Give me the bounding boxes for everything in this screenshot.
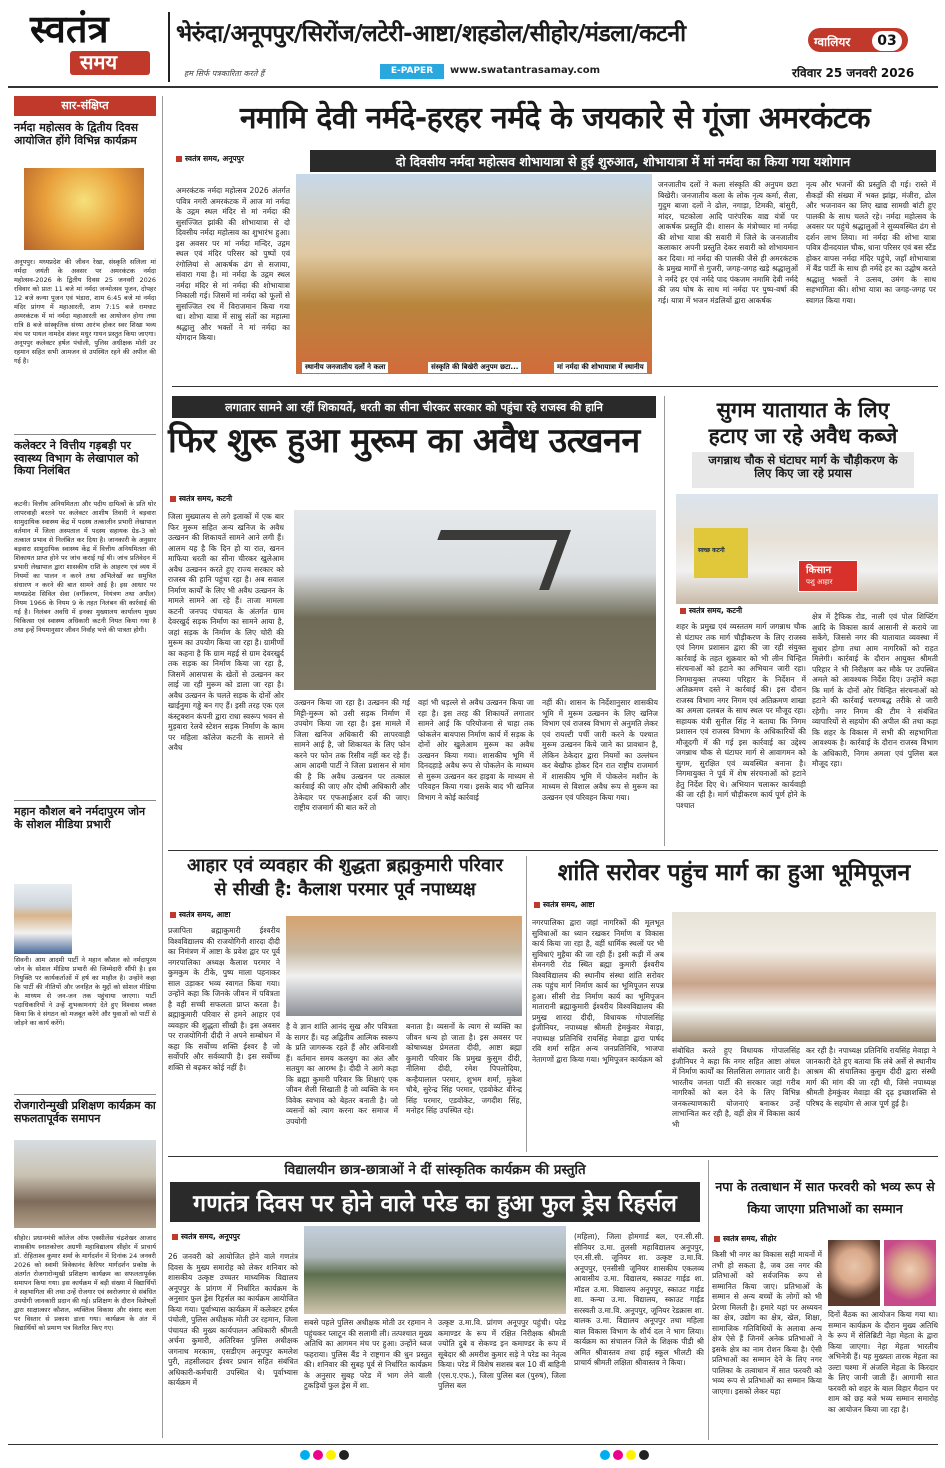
issue-date: रविवार 25 जनवरी 2026 — [792, 66, 915, 80]
footer-rule — [8, 1444, 938, 1445]
magenta-mark-icon — [313, 1450, 323, 1460]
sidebar-story-2-title: कलेक्टर ने वित्तीय गड़बड़ी पर स्वास्थ्य विभाग के लेखापाल को किया निलंबित — [14, 439, 139, 478]
black-mark-icon — [339, 1450, 349, 1460]
sidebar-divider-1 — [14, 434, 156, 435]
sidebar-divider-2 — [14, 800, 156, 801]
brahma-byline: स्वतंत्र समय, आष्टा — [170, 910, 230, 920]
shanti-col-2: संबोधित करते हुए विधायक गोपालसिंह इंजीनियर ने कहा कि नगर सहित आष्टा अंचल में निर्माण कार्यों का सिलसिला लगातार जारी है। भारतीय जनता पार्टी की सरकार जहां गरीब नागरिकों को बल देने के लिए विभिन्न जनकल्याणकारी योजनाएं बनाकर उन्हें लाभान्वित कर रही है, वहीं क्षेत्र में विकास कार्य भी — [672, 1046, 800, 1129]
sidebar-story-4-body: सीहोर। प्रधानमंत्री कॉलेज ऑफ एक्सीलेंस चंद्रशेखर आजाद शासकीय स्नातकोत्तर अग्रणी महाविद्यालय सीहोर में प्राचार्य डॉ. रोहिताश्व कुमार शर्मा के मार्गदर्शन में दिनांक 24 जनवरी 2026 को स्वामी विवेकानंद कैरियर मार्गदर्शन प्रकोष्ठ के अंतर्गत रोजगारोन्मुखी प्रशिक्षण कार्यक्रम का सफलतापूर्वक समापन किया गया। इस कार्यक्रम में बड़ी संख्या में विद्यार्थियों ने सहभागिता की तथा उन्हें रोजगार एवं स्वरोजगार से संबंधित उपयोगी जानकारी प्रदान की गई। प्रशिक्षण के दौरान विशेषज्ञों द्वारा साक्षात्कार कौशल, व्यक्तित्व विकास और संवाद कला पर विस्तार से प्रकाश डाला गया। कार्यक्रम के अंत में विद्यार्थियों को प्रमाण पत्र वितरित किए गए। — [14, 1234, 156, 1332]
mining-byline: स्वतंत्र समय, कटनी — [170, 494, 232, 504]
magenta-mark-icon — [613, 1450, 623, 1460]
mahan-kaushal-photo — [14, 884, 72, 954]
logo-top: स्वतंत्र — [30, 6, 109, 51]
brahma-col-2: है वे ज्ञान शांति आनंद सुख और पवित्रता के सागर हैं। यह अद्वितीय आत्मिक स्वरूप के प्रति जागरूक रहते हैं और अविनाशी हैं। वर्तमान समय कलयुग का अंत और सतयुग का आरम्भ है। दीदी ने आगे कहा कि ब्रह्मा कुमारी परिवार कि शिक्षाएं एक जीवन शैली सिखाती है जो व्यक्ति के मन विवेक स्वभाव को बेहतर बनाती है। जो व्यसनों को त्याग करना कर समाज में उपयोगी — [286, 1022, 398, 1126]
shop-sign-label: किसान — [806, 565, 832, 576]
procession-photo — [296, 174, 652, 374]
byline-marker-icon — [172, 1234, 178, 1240]
brahma-divider — [526, 856, 527, 1152]
pratibha-byline: स्वतंत्र समय, सीहोर — [714, 1234, 776, 1244]
sidebar-story-1-body: अनूपपुर। मध्यप्रदेश की जीवन रेखा, संस्कृति सलिला मां नर्मदा जयंती के अवसर पर अमरकंटक नर्मदा महोत्सव-2026 के द्वितीय दिवस 25 जनवरी 2026 रविवार को प्रातः 11 बजे मां नर्मदा जन्मोत्सव पूजन, दोपहर 12 बजे कन्या पूजन एवं भंडारा, शाम 6:45 बजे मां नर्मदा मंदिर प्रांगण में महाआरती, शाम 7:15 बजे रामघाट अमरकंटक में मां नर्मदा महाआरती का आयोजन होगा तथा रात्रि 8 बजे सांस्कृतिक संध्या आरंभ होकर स्वर शिखा भव्य मंच पर पायल नामदेव शंकर मधुर गायन प्रस्तुत किया जाएगा। अनूपपुर कलेक्टर हर्षल पंचोली, पुलिस अधीक्षक मोती उर रहमान सहित सभी आमजन से उपस्थित रहने की अपील की गई है। — [14, 258, 156, 365]
cyan-mark-icon — [600, 1450, 610, 1460]
byline-marker-icon — [714, 1236, 720, 1242]
shanti-byline: स्वतंत्र समय, आष्टा — [534, 900, 594, 910]
parade-headline: गणतंत्र दिवस पर होने वाले परेड का हुआ फुल ड्रेस रिहर्सल — [170, 1182, 700, 1222]
shop-sign-sublabel: पशु आहार — [806, 578, 833, 586]
mining-headline: फिर शुरू हुआ मुरूम का अवैध उत्खनन — [168, 421, 640, 461]
mining-col-1: जिला मुख्यालय से लगे इलाकों में एक बार फिर मुरूम सहित अन्य खनिज के अवैध उत्खनन की शिकायतें सामने आने लगी हैं। आलम यह है कि दिन हो या रात, खनन माफिया धरती का सीना चीरकर खुलेआम अवैध उत्खनन करते हुए राज्य सरकार को राजस्व की हानि पहुंचा रहा है। अब सवाल निर्माण कार्यों के लिए भी अवैध उत्खनन के मामले सामने आ रहे हैं। ताजा मामला कटनी जनपद पंचायत के अंतर्गत ग्राम देवरखुर्द सड़क निर्माण का सामने आया है, जहां सड़क के निर्माण के लिए चोरी की मुरूम का उपयोग किया जा रहा है। ग्रामीणों का कहना है कि ग्राम महई से ग्राम देवरखुर्द तक सड़क का निर्माण किया जा रहा है, जिसमें आसपास के खेतों से उत्खनन कर लाई जा रही मुरूम को डाला जा रहा है। अवैध उत्खनन के चलते सड़क के दोनों ओर खाईनुमा गड्ढे बन गए हैं। इसी तरह एक एल कंस्ट्रक्शन कंपनी द्वारा राधा स्वरूप भवन से मुड़वारा रेलवे स्टेशन सड़क निर्माण के काम पर महिला कॉलेज कटनी के सामने से अवैध — [168, 512, 284, 752]
sidebar-story-4-title: रोजगारोन्मुखी प्रशिक्षण कार्यक्रम का सफलतापूर्वक समापन — [14, 1099, 156, 1125]
logo-bottom-text: समय — [80, 50, 118, 74]
sidebar-divider-3 — [14, 1094, 156, 1095]
sidebar-story-2-body: कटनी। वित्तीय अनियमितता और पदीय दायित्वों के प्रति घोर लापरवाही बरतने पर कलेक्टर आशीष तिवारी ने बड़वारा सामुदायिक स्वास्थ्य केंद्र में पदस्थ तत्कालीन प्रभारी लेखापाल वर्तमान में जिला अस्पताल में पदस्थ सहायक ग्रेड-3 को तत्काल प्रभाव से निलंबित कर दिया है। जानकारी के अनुसार बड़वारा सामुदायिक स्वास्थ्य केंद्र में वित्तीय अनियमितता की शिकायत प्राप्त होने पर जांच कराई गई थी। जांच प्रतिवेदन में प्रभारी लेखापाल द्वारा शासकीय राशि के आहरण एवं व्यय में नियमों का पालन न करने तथा अभिलेखों का समुचित संधारण न करने की बात सामने आई है। इस आधार पर मध्यप्रदेश सिविल सेवा (वर्गीकरण, नियंत्रण तथा अपील) नियम 1966 के नियम 9 के तहत निलंबन की कार्रवाई की गई है। निलंबन अवधि में इनका मुख्यालय कार्यालय मुख्य चिकित्सा एवं स्वास्थ्य अधिकारी कटनी नियत किया गया है तथा इन्हें नियमानुसार जीवन निर्वाह भत्ते की पात्रता होगी। — [14, 500, 156, 634]
goddess-narmada-photo — [24, 168, 144, 250]
sidebar-border — [162, 96, 163, 1438]
felicitation-photo — [286, 916, 522, 1016]
epaper-badge: E-PAPER — [380, 64, 444, 79]
encroach-headline-2: हटाए जा रहे अवैध कब्जे — [708, 424, 898, 448]
byline-marker-icon — [170, 912, 176, 918]
bhoomipujan-photo — [672, 912, 936, 1042]
parade-kicker: विद्यालयीन छात्र-छात्राओं ने दीं सांस्कृतिक कार्यक्रम की प्रस्तुति — [284, 1162, 586, 1178]
neha-mehta-photo-1 — [828, 1240, 880, 1306]
shanti-col-1: नगरपालिका द्वारा जहां नागरिकों की मूलभूत सुविधाओं का ध्यान रखकर निर्माण व विकास कार्य किया जा रहा है, वहीं धार्मिक स्थलों पर भी सुविधाएं मुहैया की जा रही हैं। इसी कड़ी में अब सेमनगरी रोड स्थित ब्रह्मा कुमारी ईश्वरीय विश्वविद्यालय की स्थानीय संस्था शांति सरोवर तक पहुंच मार्ग निर्माण कार्य का भूमिपूजन सपन्न हुआ। सीसी रोड निर्माण कार्य का भूमिपूजन मातारानी ब्रह्माकुमारी ईश्वरीय विश्वविद्यालय की प्रमुख शारदा दीदी, विधायक गोपालसिंह इंजीनियर, नपाध्यक्ष श्रीमती हेमकुंवर मेवाड़ा, नपाध्यक्ष प्रतिनिधि रायसिंह मेवाड़ा द्वारा पार्षद रवि शर्मा सहित अन्य जनप्रतिनिधि, भाजपा नेतागणों द्वारा किया गया। भूमिपूजन कार्यक्रम को — [532, 918, 664, 1064]
masthead-rule — [8, 86, 938, 88]
lead-caption-2: संस्कृति की बिखेरी अनुपम छटा... — [428, 362, 521, 373]
municipal-vehicle-label: स्वच्छ कटनी — [698, 547, 725, 554]
yellow-mark-icon — [626, 1450, 636, 1460]
brahma-col-1: प्रजापिता ब्रह्माकुमारी ईश्वरीय विश्वविद्यालय की राजयोगिनी शारदा दीदी का निमंत्रण में आष्टा के प्रवेश द्वार पर पूर्व नगरपालिका अध्यक्ष कैलाश परमार ने कुमकुम के टीके, पुष्प माला पहनाकर साल उड़ाकर भव्य स्वागत किया गया। उन्होंने कहा कि जिनके जीवन में पवित्रता है वही सच्ची सफलता प्राप्त करता है। ब्रह्माकुमारी परिवार से हमने आहार एवं व्यवहार की शुद्धता सीखी है। इस अवसर पर राजयोगिनी दीदी ने अपने सम्बोधन में कहा कि सर्वोच्च शक्ति ईश्वर है जो सर्वोपरि और सर्वव्यापी है। इस सर्वोच्च शक्ति से बढ़कर कोई नहीं है। — [168, 926, 280, 1072]
encroach-byline: स्वतंत्र समय, कटनी — [680, 606, 742, 616]
encroach-subhead: जगन्नाथ चौक से घंटाघर मार्ग के चौड़ीकरण के लिए किए जा रहे प्रयास — [708, 453, 898, 481]
yellow-mark-icon — [326, 1450, 336, 1460]
brahma-headline-1: आहार एवं व्यवहार की शुद्धता ब्रह्मकुमारी परिवार — [186, 855, 503, 876]
brahma-headline-2: से सीखी है: कैलाश परमार पूर्व नपाध्यक्ष — [214, 879, 476, 900]
parade-divider — [708, 1160, 709, 1440]
parade-byline: स्वतंत्र समय, अनूपपुर — [172, 1232, 240, 1242]
byline-marker-icon — [534, 902, 540, 908]
site-url[interactable]: www.swatantrasamay.com — [450, 65, 601, 76]
excavator-arm-icon — [419, 530, 571, 590]
parade-photo — [304, 1226, 566, 1314]
lead-col-2: जनजातीय दलों ने कला संस्कृति की अनुपम छटा बिखेरी। जनजातीय कला के लोक नृत्य कर्मा, सैला, गुदुम बाजा दलों ने ढोल, नगाड़ा, टिमकी, बांसुरी, मांदर, चटकोला आदि पारंपरिक वाद्य यंत्रों पर आकर्षक प्रस्तुति दी। शासन के मंत्रोच्चार मां नर्मदा की शोभा यात्रा की सवारी में जिले के जनजातीय कलाकार अपनी प्रस्तुति देकर सवारी को शोभायमान कर दिया। मां नर्मदा की पालकी जैसे ही अमरकंटक के प्रमुख मार्गों से गुजरी, जगह-जगह खड़े श्रद्धालुओं ने नर्मदे हर एवं नर्मदे पाद पंकजम नमामि देवी नर्मदे की जय घोष के साथ मां नर्मदा पर पुष्प-वर्षा की गई। यात्रा में भजन मंडलियों द्वारा आकर्षक — [658, 180, 798, 305]
lead-headline: नमामि देवी नर्मदे-हरहर नर्मदे के जयकारे से गूंजा अमरकंटक — [239, 101, 871, 136]
encroach-col-2: क्षेत्र में ट्रैफिक रोड, नाली एवं पोल शिफ्टिंग आदि के विकास कार्य आसानी से कराये जा सकेंगे, जिससे नगर की यातायात व्यवस्था में सुधार होगा तथा आम नागरिकों को राहत मिलेगी। कार्रवाई के दौरान आयुक्त श्रीमती परिहार ने भी निरीक्षण कर मौके पर उपस्थित अमले को आवश्यक निर्देश दिए। उन्होंने कहा कि मार्ग के दोनों ओर चिन्हित संरचनाओं को हटाने की कार्रवाई चरणबद्ध तरीके से जारी रहेगी। नगर निगम की टीम ने संबंधित व्यापारियों से सहयोग की अपील की तथा कहा कि शहर के विकास में सभी की सहभागिता आवश्यक है। कार्रवाई के दौरान राजस्व विभाग के अधिकारी, निगम अमला एवं पुलिस बल मौजूद रहा। — [812, 612, 938, 768]
mining-col-4: नहीं की। शासन के निर्देशानुसार शासकीय भूमि में मुरूम उत्खनन के लिए खनिज विभाग एवं राजस्व विभाग से अनुमति लेकर एवं रायल्टी पर्ची जारी करने के पश्चात मुरूम उत्खनन किये जाने का प्रावधान है, लेकिन ठेकेदार द्वारा नियमों का उल्लंघन कर बेखौफ होकर दिन रात राष्ट्रीय राजमार्ग में शासकीय भूमि में पोकलेन मशीन के माध्यम से विशाल अवैध रूप से मुरूम का उत्खनन एवं परिवहन किया गया। — [542, 698, 658, 802]
page-number: 03 — [872, 31, 902, 51]
registration-marks — [300, 1450, 349, 1460]
lead-rule — [172, 386, 938, 387]
neha-mehta-photo-2 — [884, 1240, 936, 1306]
training-program-photo — [14, 1140, 156, 1228]
sidebar-story-1-title: नर्मदा महोत्सव के द्वितीय दिवस आयोजित होंगे विभिन्न कार्यक्रम — [14, 121, 139, 147]
mining-column-divider — [664, 396, 665, 846]
cyan-mark-icon — [300, 1450, 310, 1460]
parade-col-2: सबसे पहले पुलिस अधीक्षक मोती उर रहमान ने पहुंचकर प्लाटून की सलामी ली। तत्पश्चात मुख्य अतिथि का आगमन मंच पर हुआ। उन्होंने ध्वज फहराया। पुलिस बैंड ने राष्ट्रगान की धुन प्रस्तुत की। शनिवार की सुबह पूर्व से निर्धारित कार्यक्रम के अनुसार सुबह परेड में भाग लेने वाली टुकड़ियों फुल ड्रेस में शा. — [304, 1318, 432, 1390]
encroach-headline-1: सुगम यातायात के लिए — [716, 398, 890, 422]
masthead — [8, 6, 938, 86]
masthead-divider — [168, 12, 170, 82]
shanti-col-3: कर रही है। नपाध्यक्ष प्रतिनिधि रायसिंह मेवाड़ा ने जानकारी देते हुए बताया कि लंबे अर्से से स्थानीय आश्रम की संचालिका कुसुम दीदी द्वारा संस्थी मार्ग की मांग की जा रही थी, जिसे नपाध्यक्ष श्रीमती हेमकुंवर मेवाड़ा की दृढ़ इच्छाशक्ति से परिषद के सहयोग से आज पूर्ण हुई है। — [806, 1046, 936, 1108]
mining-kicker: लगातार सामने आ रहीं शिकायतें, धरती का सीना चीरकर सरकार को पहुंचा रहे राजस्व की हानि — [172, 396, 656, 418]
byline-marker-icon — [680, 608, 686, 614]
lead-caption-3: मां नर्मदा की शोभायात्रा में स्थानीय — [554, 362, 647, 373]
sidebar-header-title: सार-संक्षिप्त — [61, 99, 109, 112]
tagline: हम सिर्फ पत्रकारिता करते हैं — [184, 69, 265, 78]
brahma-col-3: बनाता है। व्यसनों के त्याग से व्यक्ति का जीवन धन्य हो जाता है। इस अवसर पर कोषाध्यक्ष प्रेमलता दीदी, आष्टा ब्रह्मा कुमारी परिवार कि प्रमुख कुसुम दीदी, नीलिमा दीदी, रमेश पिपलोदिया, कन्हैयालाल परमार, शुभम शर्मा, मुकेश चौबे, सुरेन्द्र सिंह परमार, एडवोकेट वीरेन्द्र सिंह परमार, एडवोकेट, जगदीश सिंह, मनोहर सिंह उपस्थित रहे। — [406, 1022, 522, 1115]
registration-marks-right — [600, 1450, 649, 1460]
lead-byline: स्वतंत्र समय, अनूपपुर — [176, 154, 244, 164]
parade-col-1: 26 जनवरी को आयोजित होने वाले गणतंत्र दिवस के मुख्य समारोह को लेकर शनिवार को शासकीय उत्कृष्ट उच्चतर माध्यमिक विद्यालय अनूपपुर के प्रांगण में निर्धारित कार्यक्रम के अनुसार फुल ड्रेस रिहर्सल का कार्यक्रम आयोजित किया गया। पूर्वाभ्यास कार्यक्रम में कलेक्टर हर्षल पंचोली, पुलिस अधीक्षक मोती उर रहमान, जिला पंचायत की मुख्य कार्यपालन अधिकारी श्रीमती अर्चना कुमारी, अतिरिक्त पुलिस अधीक्षक जगनाथ मरकाम, एसडीएम अनूपपुर कमलेश पुरी, तहसीलदार ईश्वर प्रधान सहित संबंधित अधिकारी-कर्मचारी उपस्थित थे। पूर्वाभ्यास कार्यक्रम में — [168, 1252, 298, 1387]
pratibha-headline: नपा के तत्वाधान में सात फरवरी को भव्य रूप से किया जाएगा प्रतिभाओं का सम्मान — [715, 1179, 935, 1216]
lead-subhead: दो दिवसीय नर्मदा महोत्सव शोभायात्रा से हुई शुरुआत, शोभायात्रा में मां नर्मदा का किया गया यशोगान — [310, 150, 936, 172]
parade-col-4: (महिला), जिला होमगार्ड बल, एन.सी.सी. सीनियर उ.मा. तुलसी महाविद्यालय अनूपपुर, एन.सी.सी. जूनियर शा. उत्कृष्ट उ.मा.वि. अनूपपुर, एनसीसी जूनियर शासकीय एकलव्य आवासीय उ.मा. विद्यालय, स्काउट गाईड शा. मॉडल उ.मा. विद्यालय अनूपपुर, स्काउट गाईड शा. कन्या उ.मा. विद्यालय, स्काउट गाईड सरस्वती उ.मा.वि. अनूपपुर, जूनियर रेडक्रास शा. बालक उ.मा. विद्यालय अनूपपुर तथा महिला बाल विकास विभाग के शौर्य दल ने भाग लिया। कार्यक्रम का संचालन जिले के शिक्षक पीडी श्री अमित श्रीवास्तव तथा हाई स्कूल भीलटी की प्राचार्य श्रीमती लक्षिता श्रीवास्तव ने किया। — [574, 1232, 704, 1367]
pratibha-col-2: दिनों बैठक का आयोजन किया गया था। सम्मान कार्यक्रम के दौरान मुख्य अतिथि के रूप में सेलिब्रिटी नेहा मेहता के द्वारा किया जाएगा। नेहा मेहता भारतीय अभिनेत्री हैं। यह मुख्यतः तारक मेहता का उल्टा चश्मा में अंजलि मेहता के किरदार के लिए जानी जाती हैं। आगामी सात फरवरी को शहर के बाल विहार मैदान पर शाम को छह बजे भव्य सम्मान समारोह का आयोजन किया जा रहा है। — [828, 1310, 938, 1414]
shanti-headline: शांति सरोवर पहुंच मार्ग का हुआ भूमिपूजन — [557, 860, 911, 886]
encroach-col-1: शहर के प्रमुख एवं व्यस्ततम मार्ग जगन्नाथ चौक से घंटाघर तक मार्ग चौड़ीकरण के लिए राजस्व एवं निगम प्रशासन द्वारा की जा रही संयुक्त कार्रवाई के तहत शुक्रवार को भी लीन चिन्हित संरचनाओं को हटाने का अभियान जारी रहा। निगमायुक्त तपस्या परिहार के निर्देशन में अतिक्रमण दस्ते ने कार्रवाई की। इस दौरान राजस्व विभाग नगर निगम एवं अतिक्रमण शाखा का अमला दलबल के साथ स्थल पर मौजूद रहा। सहायक यंत्री सुनील सिंह ने बताया कि निगम प्रशासन एवं राजस्व विभाग के अधिकारियों की मौजूदगी में की गई इस कार्रवाई का उद्देश्य जगन्नाथ चौक से घंटाघर मार्ग से आवागमन को सुगम, सुरक्षित एवं व्यवस्थित बनाना है। निगमायुक्त ने पूर्व में शेष संरचनाओं को हटाने हेतु निर्देश दिए थे। अभियान चलाकर कार्यवाही की जा रही है। मार्ग चौड़ीकरण कार्य पूर्ण होने के पश्चात — [676, 622, 806, 810]
black-mark-icon — [639, 1450, 649, 1460]
city-badge-label: ग्वालियर — [814, 35, 851, 49]
pratibha-col-1: किसी भी नगर का विकास सही मायनों में तभी हो सकता है, जब उस नगर की प्रतिभाओं को सर्वजनिक रूप से सम्मानित किया जाए। प्रतिभाओं के सम्मान से अन्य बच्चों के लोगों को भी प्रेरणा मिलती है। हमारे यहां पर अध्ययन का क्षेत्र, उद्योग का क्षेत्र, खेल, शिक्षा, सामाजिक गतिविधियों के अलावा अन्य क्षेत्र ऐसे हैं जिनमें अनेक प्रतिभाओं ने इसके क्षेत्र का नाम रोशन किया है। ऐसी प्रतिभाओं का सम्मान देने के लिए नगर पालिका के तत्वाधान में सात फरवरी को भव्य रूप से प्रतिभाओं का सम्मान किया जाएगा। इसको लेकर यहा — [712, 1250, 822, 1396]
mining-col-2: उत्खनन किया जा रहा है। उत्खनन की गई मिट्टी-मुरूम को उसी सड़क निर्माण में उपयोग किया जा रहा है। इस मामले में जिला खनिज अधिकारी की लापरवाही सामने आई है, जो शिकायत के लिए फोन करने पर फोन तक रिसीव नहीं कर रहे हैं। आम आदमी पार्टी ने जिला प्रशासन से मांग की है कि अवैध उत्खनन पर तत्काल कार्रवाई की जाए और दोषी अधिकारी और ठेकेदार पर एफआईआर दर्ज की जाए। राष्ट्रीय राजमार्ग की बात करें तो — [294, 698, 410, 812]
mining-col-3: वहां भी धड़ल्ले से अवैध उत्खनन किया जा रहा है। इस तरह की शिकायतें लगातार सामने आई कि परियोजना से चाहा तक फोकलेन बायपास निर्माण कार्य में सड़क के दोनों ओर खुलेआम मुरूम का अवैध उत्खनन किया गया। शासकीय भूमि में दिनदहाड़े अवैध रूप से पोकलेन के माध्यम से मुरूम उत्खनन कर हाइवा के माध्यम से परिवहन किया गया। इसके बाद भी खनिज विभाग ने कोई कार्रवाई — [418, 698, 534, 802]
mid-rule — [168, 850, 938, 851]
parade-col-3: उत्कृष्ट उ.मा.वि. प्रांगण अनूपपुर पहुंची। परेड कमाण्डर के रूप में रक्षित निरीक्षक श्रीमती ज्योति दुबे व सेकण्ड इन कमाण्डर के रूप में सूबेदार श्री अमरीश कुमार सड़े ने परेड का नेतृत्व किया। परेड में विशेष सशस्त्र बल 10 वीं बाहिनी (एस.ए.एफ.), जिला पुलिस बल (पुरुष), जिला पुलिस बल — [438, 1318, 566, 1390]
lower-rule — [168, 1156, 938, 1157]
masthead-cities: भेरुंदा/अनूपपुर/सिरोंज/लटेरी-आष्टा/शहडोल/सीहोर/मंडला/कटनी — [176, 21, 686, 47]
lead-col-3: नृत्य और भजनों की प्रस्तुति दी गई। रास्ते में सैकड़ों की संख्या में भक्त झांझ, मंजीरा, ढोल और भजनावन का लिए खाद्य सामग्री बांटी हुए पालकी के साथ चलते रहे। नर्मदा महोत्सव के अवसर पर पहुंचे श्रद्धालुओं ने सुव्यवस्थित ढंग से दर्शन लाभ लिया। मां नर्मदा की शोभा यात्रा पवित्र दीनदयाल चौक, धाना परिसर एवं बस स्टैंड होकर वापस नर्मदा मंदिर पहुंचे, जहाँ शोभायात्रा में बैंड पार्टी के साथ ही नर्मदे हर का उद्घोष करते श्रद्धालु भक्तों ने उत्सव, उमंग के साथ सहभागिता की। शोभा यात्रा का जगह-जगह पर स्वागत किया गया। — [806, 180, 936, 305]
sidebar-story-3-title: महान कौशल बने नर्मदापुरम जोन के सोशल मीडिया प्रभारी — [14, 805, 146, 831]
lead-col-1: अमरकंटक नर्मदा महोत्सव 2026 अंतर्गत पवित्र नगरी अमरकंटक में आज मां नर्मदा के उद्गम स्थल मंदिर से मां नर्मदा की सुसज्जित झांकी की शोभायात्रा से दो दिवसीय नर्मदा महोत्सव का शुभारंभ हुआ। इस अवसर पर मां नर्मदा मन्दिर, उद्गम स्थल एवं मंदिर परिसर को पुष्पों एवं रंगोलियां से आकर्षक ढंग से सजाया, संवारा गया है। मां नर्मदा के उद्गम स्थल नर्मदा मंदिर से मां नर्मदा की शोभायात्रा निकाली गई। जिसमें मां नर्मदा को फूलों से सुसज्जित रथ में विराजमान किया गया था। शोभा यात्रा में साधु संतों का महात्मा श्रद्धालु और भक्तों ने मां नर्मदा का योगदान किया। — [176, 186, 290, 342]
byline-marker-icon — [176, 156, 182, 162]
lead-caption-1: स्थानीय जनजातीय दलों ने कला — [302, 362, 388, 373]
sidebar-story-3-body: सिवनी। आम आदमी पार्टी ने महान कौशल को नर्मदापुरम जोन के सोशल मीडिया प्रभारी की जिम्मेदारी सौंपी है। इस नियुक्ति पर कार्यकर्ताओं में हर्ष का माहौल है। उन्होंने कहा कि पार्टी की नीतियों और जनहित के मुद्दों को सोशल मीडिया के माध्यम से जन-जन तक पहुंचाया जाएगा। पार्टी पदाधिकारियों ने उन्हें शुभकामनाएं देते हुए विश्वास व्यक्त किया कि वे संगठन को मजबूत करेंगे और युवाओं को पार्टी से जोड़ने का कार्य करेंगे। — [14, 956, 156, 1027]
byline-marker-icon — [170, 496, 176, 502]
